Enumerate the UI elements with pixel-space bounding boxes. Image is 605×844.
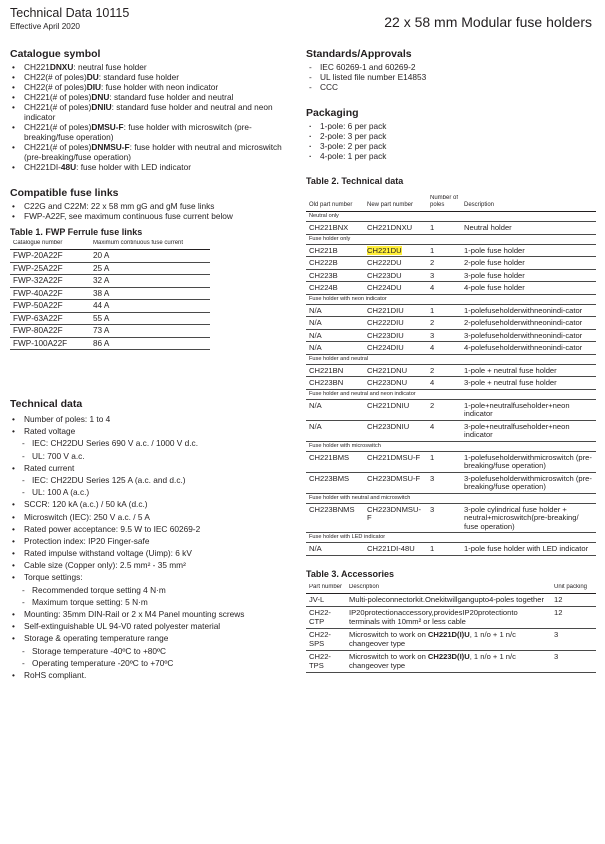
symbol-description: : fuse holder with microswitch (pre-breaking/fuse operation) — [24, 122, 252, 142]
technical-item: • Rated impulse withstand voltage (Uimp): 6 kV — [10, 548, 295, 558]
packaging-item: · 4-pole: 1 per pack — [306, 151, 596, 161]
section-row — [306, 354, 596, 364]
standard-item: - CCC — [306, 82, 596, 92]
technical-item: • Rated current — [10, 463, 295, 473]
table3-header-desc: Description — [349, 583, 380, 590]
table2-header-desc: Description — [464, 202, 495, 208]
poles-cell: 2 — [427, 399, 461, 420]
poles-cell: 3 — [427, 269, 461, 282]
old-part-cell: CH224B — [306, 282, 364, 295]
catalogue-number-cell: FWP-63A22F — [10, 312, 90, 325]
old-part-cell: N/A — [306, 317, 364, 330]
table-row — [306, 329, 596, 342]
description-text: IP20protectionaccessory,providesIP20protectionto terminals with 10mm² or less cable — [349, 608, 518, 626]
symbol-prefix: CH221DI- — [24, 162, 61, 172]
old-part-cell: CH222B — [306, 257, 364, 270]
poles-cell: 2 — [427, 364, 461, 377]
unit-packing-cell: 12 — [551, 607, 596, 629]
table1-caption: Table 1. FWP Ferrule fuse links — [10, 227, 143, 237]
new-part-cell: CH222DU — [364, 257, 427, 270]
poles-cell: 4 — [427, 342, 461, 355]
technical-item: • Protection index: IP20 Finger-safe — [10, 536, 295, 546]
new-part-cell: CH224DIU — [364, 342, 427, 355]
new-part-cell: CH221DNIU — [364, 399, 427, 420]
description-cell — [346, 593, 551, 607]
packaging-heading: Packaging — [306, 107, 359, 119]
technical-item: • Rated power acceptance: 9.5 W to IEC 60269-2 — [10, 524, 295, 534]
standard-item: - UL listed file number E14853 — [306, 72, 596, 82]
old-part-cell: CH223BMS — [306, 472, 364, 493]
description-cell: 1-polefuseholderwithneonindi-cator — [461, 304, 596, 317]
catalogue-symbol-item — [10, 82, 295, 92]
table1-col2-header: Maximum continuous fuse current — [93, 240, 184, 246]
table-row — [306, 607, 596, 629]
technical-subitem: - Maximum torque setting: 5 N·m — [10, 597, 295, 607]
technical-subitem: - IEC: CH22DU Series 690 V a.c. / 1000 V d.c. — [10, 438, 295, 448]
right-column — [306, 48, 596, 673]
catalogue-symbol-item — [10, 102, 295, 122]
description-text: Microswitch to work on — [349, 652, 428, 661]
new-part-cell: CH221DNXU — [364, 222, 427, 235]
fuse-current-cell: 25 A — [90, 262, 210, 275]
new-part-cell: CH223DMSU-F — [364, 472, 427, 493]
symbol-code: DU — [86, 72, 99, 82]
poles-cell: 4 — [427, 282, 461, 295]
table-row — [10, 287, 210, 300]
old-part-cell: CH221BNX — [306, 222, 364, 235]
technical-item: • Rated voltage — [10, 426, 295, 436]
table-row — [306, 364, 596, 377]
symbol-code: DNU — [91, 92, 110, 102]
new-part-cell: CH222DIU — [364, 317, 427, 330]
technical-item: • Mounting: 35mm DIN-Rail or 2 x M4 Panel mounting screws — [10, 609, 295, 619]
technical-item: • Cable size (Copper only): 2.5 mm² - 35 mm² — [10, 560, 295, 570]
new-part-cell: CH223DIU — [364, 329, 427, 342]
fuse-current-cell: 86 A — [90, 337, 210, 350]
document-title: Technical Data 10115 — [10, 6, 130, 20]
technical-subitem: - Recommended torque setting 4 N·m — [10, 585, 295, 595]
technical-item: • Microswitch (IEC): 250 V a.c. / 5 A — [10, 512, 295, 522]
poles-cell: 1 — [427, 451, 461, 472]
table-row — [306, 222, 596, 235]
description-text: , 1 n/o + 1 n/c changeover type — [349, 652, 516, 670]
description-cell — [346, 607, 551, 629]
symbol-code: DIU — [86, 82, 102, 92]
poles-cell: 1 — [427, 222, 461, 235]
catalogue-number-cell: FWP-80A22F — [10, 325, 90, 338]
poles-cell: 1 — [427, 543, 461, 556]
catalogue-number-cell: FWP-32A22F — [10, 275, 90, 288]
poles-cell: 3 — [427, 329, 461, 342]
symbol-prefix: CH221(# of poles) — [24, 102, 92, 112]
new-part-cell: CH223DNU — [364, 377, 427, 390]
unit-packing-cell: 3 — [551, 629, 596, 651]
table-row — [10, 275, 210, 288]
technical-subitem: - IEC: CH22DU Series 125 A (a.c. and d.c.) — [10, 475, 295, 485]
catalogue-number-cell: FWP-20A22F — [10, 250, 90, 263]
compatible-list — [10, 201, 295, 221]
standards-list — [306, 62, 596, 92]
description-cell: 1-pole+neutralfuseholder+neon indicator — [461, 399, 596, 420]
description-text: Multi-poleconnectorkit.Onekitwillgangupto4-poles together — [349, 594, 545, 604]
compatible-item: • C22G and C22M: 22 x 58 mm gG and gM fuse links — [10, 201, 295, 211]
part-reference: CH221D(I)U — [427, 630, 470, 639]
description-cell: 2-pole fuse holder — [461, 257, 596, 270]
table-row — [306, 593, 596, 607]
new-part-cell: CH223DU — [364, 269, 427, 282]
symbol-description: : standard fuse holder and neutral — [109, 92, 234, 102]
fuse-links-table — [10, 240, 210, 350]
new-part-cell: CH223DNMSU-F — [364, 503, 427, 533]
new-part-cell — [364, 244, 427, 257]
new-part-cell: CH223DNIU — [364, 420, 427, 441]
description-cell: 3-pole fuse holder — [461, 269, 596, 282]
catalogue-number-cell: FWP-25A22F — [10, 262, 90, 275]
table2-header-new: New part number — [367, 202, 414, 208]
table3-caption: Table 3. Accessories — [306, 568, 395, 579]
table-row — [306, 304, 596, 317]
section-label: Fuse holder with microswitch — [306, 441, 596, 451]
catalogue-symbol-item — [10, 92, 295, 102]
old-part-cell: CH221BMS — [306, 451, 364, 472]
table-row — [10, 325, 210, 338]
table-row — [306, 269, 596, 282]
table-row — [306, 282, 596, 295]
section-row — [306, 441, 596, 451]
table-row — [10, 312, 210, 325]
table-row — [306, 451, 596, 472]
old-part-cell: N/A — [306, 543, 364, 556]
section-row — [306, 389, 596, 399]
table2-header-poles: Number of poles — [430, 195, 459, 208]
description-cell: Neutral holder — [461, 222, 596, 235]
old-part-cell: CH221B — [306, 244, 364, 257]
description-cell — [346, 651, 551, 673]
poles-cell: 4 — [427, 377, 461, 390]
fuse-current-cell: 73 A — [90, 325, 210, 338]
fuse-current-cell: 32 A — [90, 275, 210, 288]
new-part-cell: CH224DU — [364, 282, 427, 295]
table2-header-old: Old part number — [309, 202, 353, 208]
table-row — [306, 377, 596, 390]
table-row — [306, 317, 596, 330]
old-part-cell: CH223BN — [306, 377, 364, 390]
table-row — [306, 543, 596, 556]
table-row — [306, 244, 596, 257]
compatible-heading: Compatible fuse links — [10, 187, 119, 199]
section-label: Fuse holder and neutral — [306, 354, 596, 364]
technical-subitem: - Storage temperature -40ºC to +80ºC — [10, 646, 295, 656]
section-label: Fuse holder only — [306, 234, 596, 244]
packaging-item: · 1-pole: 6 per pack — [306, 121, 596, 131]
description-cell: 3-pole + neutral fuse holder — [461, 377, 596, 390]
symbol-code: DNIU — [91, 102, 112, 112]
description-cell: 3-pole+neutralfuseholder+neon indicator — [461, 420, 596, 441]
section-label: Fuse holder with neon indicator — [306, 294, 596, 304]
section-label: Neutral only — [306, 212, 596, 222]
technical-subitem: - Operating temperature -20ºC to +70ºC — [10, 658, 295, 668]
symbol-description: : fuse holder with LED indicator — [76, 162, 191, 172]
fuse-current-cell: 20 A — [90, 250, 210, 263]
technical-item: • RoHS compliant. — [10, 670, 295, 680]
poles-cell: 3 — [427, 472, 461, 493]
table-row — [306, 399, 596, 420]
table2-caption: Table 2. Technical data — [306, 176, 404, 186]
description-cell: 3-pole cylindrical fuse holder + neutral+microswitch(pre-breaking/ fuse operation) — [461, 503, 596, 533]
technical-item: • Torque settings: — [10, 572, 295, 582]
symbol-prefix: CH22(# of poles) — [24, 82, 87, 92]
catalogue-number-cell: FWP-100A22F — [10, 337, 90, 350]
old-part-cell: CH223BNMS — [306, 503, 364, 533]
symbol-code: DNXU — [49, 62, 74, 72]
table-row — [306, 629, 596, 651]
table-row — [306, 651, 596, 673]
old-part-cell: N/A — [306, 342, 364, 355]
description-cell: 3-polefuseholderwithneonindi-cator — [461, 329, 596, 342]
description-cell: 1-pole + neutral fuse holder — [461, 364, 596, 377]
section-label: Fuse holder with LED indicator — [306, 533, 596, 543]
part-number-cell: CH22-TPS — [306, 651, 346, 673]
part-number-cell: JV-L — [306, 593, 346, 607]
description-cell: 1-pole fuse holder — [461, 244, 596, 257]
technical-data-list — [10, 414, 295, 680]
description-cell: 1-polefuseholderwithmicroswitch (pre-breaking/fuse operation) — [461, 451, 596, 472]
table-row — [10, 300, 210, 313]
packaging-item: · 2-pole: 3 per pack — [306, 131, 596, 141]
description-text: Microswitch to work on — [349, 630, 428, 639]
section-row — [306, 493, 596, 503]
section-row — [306, 294, 596, 304]
old-part-cell: CH223B — [306, 269, 364, 282]
description-cell: 1-pole fuse holder with LED indicator — [461, 543, 596, 556]
symbol-prefix: CH221(# of poles) — [24, 122, 92, 132]
technical-item: • Number of poles: 1 to 4 — [10, 414, 295, 424]
technical-data-heading: Technical data — [10, 398, 83, 410]
technical-item: • SCCR: 120 kA (a.c.) / 50 kA (d.c.) — [10, 499, 295, 509]
packaging-item: · 3-pole: 2 per pack — [306, 141, 596, 151]
technical-data-table — [306, 195, 596, 556]
fuse-current-cell: 44 A — [90, 300, 210, 313]
left-column — [10, 48, 295, 682]
table-row — [10, 250, 210, 263]
table-row — [306, 420, 596, 441]
accessories-table — [306, 584, 596, 674]
table3-header-pack: Unit packing — [554, 583, 588, 590]
catalogue-number-cell: FWP-50A22F — [10, 300, 90, 313]
symbol-code: DMSU-F — [91, 122, 124, 132]
symbol-description: : fuse holder with neon indicator — [101, 82, 219, 92]
old-part-cell: N/A — [306, 399, 364, 420]
packaging-list — [306, 121, 596, 161]
unit-packing-cell: 12 — [551, 593, 596, 607]
section-row — [306, 212, 596, 222]
table-row — [306, 472, 596, 493]
section-label: Fuse holder with neutral and microswitch — [306, 493, 596, 503]
compatible-item: • FWP-A22F, see maximum continuous fuse current below — [10, 211, 295, 221]
symbol-prefix: CH22(# of poles) — [24, 72, 87, 82]
section-row — [306, 533, 596, 543]
symbol-prefix: CH221(# of poles) — [24, 142, 92, 152]
catalogue-symbol-item — [10, 72, 295, 82]
description-cell — [346, 629, 551, 651]
table-row — [10, 337, 210, 350]
catalogue-symbol-item — [10, 142, 295, 162]
part-number-cell: CH22-SPS — [306, 629, 346, 651]
old-part-cell: N/A — [306, 420, 364, 441]
description-cell: 4-pole fuse holder — [461, 282, 596, 295]
table-row — [306, 342, 596, 355]
old-part-cell: CH221BN — [306, 364, 364, 377]
catalogue-symbol-item — [10, 162, 295, 172]
description-cell: 2-polefuseholderwithneonindi-cator — [461, 317, 596, 330]
symbol-prefix: CH221(# of poles) — [24, 92, 92, 102]
symbol-description: : fuse holder with neutral and microswitch (pre-breaking/fuse operation) — [24, 142, 282, 162]
old-part-cell: N/A — [306, 329, 364, 342]
description-text: , 1 n/o + 1 n/c changeover type — [349, 630, 516, 648]
table3-header-part: Part number — [309, 583, 343, 590]
catalogue-symbol-item — [10, 122, 295, 142]
poles-cell: 4 — [427, 420, 461, 441]
catalogue-symbol-item — [10, 62, 295, 72]
description-cell: 4-polefuseholderwithneonindi-cator — [461, 342, 596, 355]
poles-cell: 1 — [427, 244, 461, 257]
section-label: Fuse holder and neutral and neon indicator — [306, 389, 596, 399]
new-part-cell: CH221DI-48U — [364, 543, 427, 556]
part-reference: CH223D(I)U — [427, 652, 470, 661]
symbol-code: 48U — [60, 162, 77, 172]
table-row — [10, 262, 210, 275]
description-cell: 3-polefuseholderwithmicroswitch (pre-breaking/fuse operation) — [461, 472, 596, 493]
new-part-cell: CH221DIU — [364, 304, 427, 317]
product-title: 22 x 58 mm Modular fuse holders — [384, 14, 592, 30]
poles-cell: 2 — [427, 257, 461, 270]
standards-heading: Standards/Approvals — [306, 48, 412, 60]
technical-subitem: - UL: 700 V a.c. — [10, 451, 295, 461]
catalogue-symbol-heading: Catalogue symbol — [10, 48, 101, 60]
fuse-current-cell: 55 A — [90, 312, 210, 325]
standard-item: - IEC 60269-1 and 60269-2 — [306, 62, 596, 72]
unit-packing-cell: 3 — [551, 651, 596, 673]
symbol-description: : standard fuse holder — [98, 72, 179, 82]
poles-cell: 1 — [427, 304, 461, 317]
table-row — [306, 503, 596, 533]
part-number-cell: CH22-CTP — [306, 607, 346, 629]
section-row — [306, 234, 596, 244]
table1-col1-header: Catalogue number — [13, 240, 63, 246]
symbol-prefix: CH221 — [24, 62, 50, 72]
technical-item: • Self-extinguishable UL 94-V0 rated polyester material — [10, 621, 295, 631]
catalogue-symbol-list — [10, 62, 295, 172]
new-part-cell: CH221DNU — [364, 364, 427, 377]
new-part-cell: CH221DMSU-F — [364, 451, 427, 472]
old-part-cell: N/A — [306, 304, 364, 317]
catalogue-number-cell: FWP-40A22F — [10, 287, 90, 300]
poles-cell: 3 — [427, 503, 461, 533]
table-row — [306, 257, 596, 270]
technical-subitem: - UL: 100 A (a.c.) — [10, 487, 295, 497]
effective-date: Effective April 2020 — [10, 22, 80, 31]
symbol-code: DNMSU-F — [91, 142, 130, 152]
highlighted-part: CH221DU — [367, 245, 402, 255]
fuse-current-cell: 38 A — [90, 287, 210, 300]
technical-item: • Storage & operating temperature range — [10, 633, 295, 643]
symbol-description: : standard fuse holder and neutral and neon indicator — [24, 102, 273, 122]
poles-cell: 2 — [427, 317, 461, 330]
symbol-description: : neutral fuse holder — [73, 62, 147, 72]
